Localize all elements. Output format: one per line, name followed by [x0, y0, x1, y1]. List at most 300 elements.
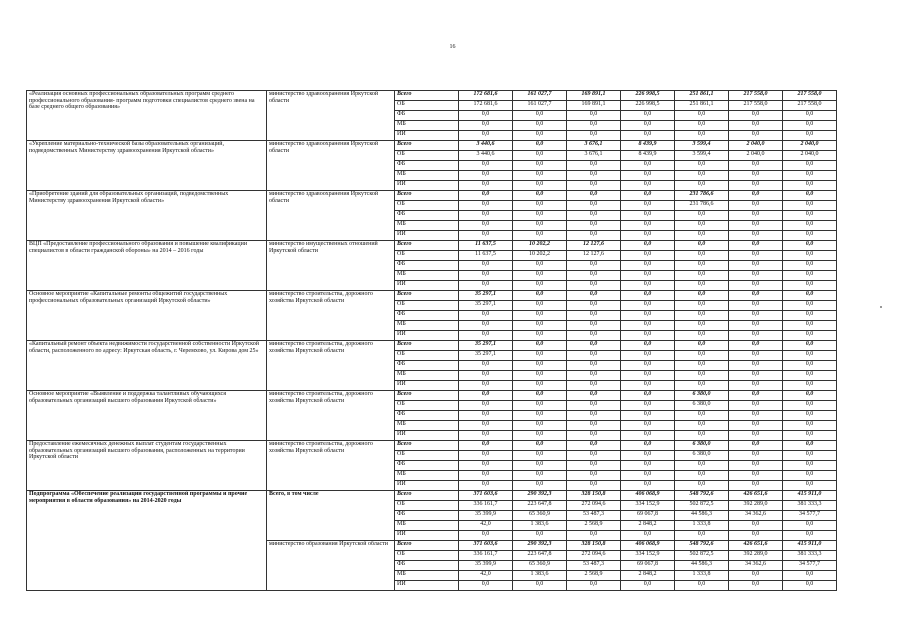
funding-source: ОБ: [395, 201, 459, 211]
responsible-executor: Всего, в том числе: [267, 491, 395, 541]
amount-cell: 35 297,1: [459, 351, 513, 361]
table-row: [27, 91, 837, 101]
amount-cell: 0,0: [621, 121, 675, 131]
amount-cell: 336 161,7: [459, 501, 513, 511]
amount-cell: 0,0: [567, 341, 621, 351]
amount-cell: 0,0: [459, 181, 513, 191]
amount-cell: 0,0: [621, 461, 675, 471]
amount-cell: 0,0: [729, 531, 783, 541]
amount-cell: 0,0: [621, 381, 675, 391]
amount-cell: 44 586,3: [675, 561, 729, 571]
funding-source: Всего: [395, 341, 459, 351]
amount-cell: 0,0: [729, 451, 783, 461]
amount-cell: 0,0: [621, 271, 675, 281]
amount-cell: 169 891,1: [567, 91, 621, 101]
amount-cell: 0,0: [729, 121, 783, 131]
amount-cell: 226 998,5: [621, 101, 675, 111]
amount-cell: 0,0: [729, 431, 783, 441]
responsible-executor: министерство имущественных отношений Иркутской области: [267, 241, 395, 291]
funding-source: ИИ: [395, 331, 459, 341]
funding-source: ФБ: [395, 561, 459, 571]
amount-cell: 0,0: [675, 421, 729, 431]
amount-cell: 0,0: [459, 401, 513, 411]
amount-cell: 35 297,1: [459, 341, 513, 351]
amount-cell: 53 487,3: [567, 511, 621, 521]
amount-cell: 161 027,7: [513, 101, 567, 111]
amount-cell: 0,0: [621, 281, 675, 291]
amount-cell: 223 647,8: [513, 551, 567, 561]
amount-cell: 0,0: [783, 421, 837, 431]
amount-cell: 0,0: [675, 471, 729, 481]
amount-cell: 0,0: [675, 291, 729, 301]
amount-cell: 0,0: [621, 301, 675, 311]
amount-cell: 0,0: [783, 481, 837, 491]
table-row: [27, 141, 837, 151]
amount-cell: 0,0: [675, 121, 729, 131]
amount-cell: 0,0: [621, 131, 675, 141]
amount-cell: 0,0: [675, 221, 729, 231]
funding-source: Всего: [395, 291, 459, 301]
amount-cell: 0,0: [729, 211, 783, 221]
amount-cell: 0,0: [729, 241, 783, 251]
amount-cell: 0,0: [621, 441, 675, 451]
amount-cell: 2 848,2: [621, 521, 675, 531]
funding-source: ИИ: [395, 431, 459, 441]
activity-description: «Реализация основных профессиональных образовательных программ среднего профессионального образования- программ подготовки специалистов среднего звена на базе среднего общего образования»: [27, 91, 267, 141]
amount-cell: 0,0: [783, 221, 837, 231]
amount-cell: 0,0: [675, 351, 729, 361]
funding-source: МБ: [395, 221, 459, 231]
amount-cell: 0,0: [783, 521, 837, 531]
amount-cell: 0,0: [567, 111, 621, 121]
amount-cell: 272 094,6: [567, 501, 621, 511]
amount-cell: 0,0: [783, 571, 837, 581]
amount-cell: 0,0: [567, 581, 621, 591]
amount-cell: 0,0: [567, 421, 621, 431]
amount-cell: 0,0: [459, 361, 513, 371]
amount-cell: 0,0: [783, 281, 837, 291]
amount-cell: 0,0: [567, 361, 621, 371]
amount-cell: 0,0: [783, 341, 837, 351]
amount-cell: 0,0: [675, 361, 729, 371]
amount-cell: 0,0: [513, 481, 567, 491]
amount-cell: 2 040,0: [729, 151, 783, 161]
activity-description: «Капитальный ремонт объекта недвижимости государственной собственности Иркутской области, расположенного по адресу: Иркутская область, г. Черемхово, ул. Кирова дом 25»: [27, 341, 267, 391]
amount-cell: 0,0: [675, 301, 729, 311]
amount-cell: 1 383,6: [513, 521, 567, 531]
responsible-executor: министерство строительства, дорожного хозяйства Иркутской области: [267, 291, 395, 341]
amount-cell: 0,0: [513, 121, 567, 131]
funding-source: ИИ: [395, 381, 459, 391]
amount-cell: 0,0: [459, 451, 513, 461]
amount-cell: 0,0: [567, 471, 621, 481]
amount-cell: 381 333,3: [783, 501, 837, 511]
activity-description: Подпрограмма «Обеспечение реализации государственной программы и прочие мероприятия в области образования» на 2014-2020 годы: [27, 491, 267, 591]
amount-cell: 0,0: [513, 341, 567, 351]
amount-cell: 0,0: [567, 321, 621, 331]
amount-cell: 217 558,0: [783, 101, 837, 111]
amount-cell: 169 891,1: [567, 101, 621, 111]
amount-cell: 69 067,8: [621, 511, 675, 521]
funding-source: ФБ: [395, 511, 459, 521]
amount-cell: 0,0: [729, 131, 783, 141]
amount-cell: 0,0: [783, 271, 837, 281]
amount-cell: 0,0: [729, 221, 783, 231]
amount-cell: 334 152,9: [621, 501, 675, 511]
amount-cell: 0,0: [513, 281, 567, 291]
amount-cell: 0,0: [459, 201, 513, 211]
funding-source: ИИ: [395, 581, 459, 591]
amount-cell: 0,0: [783, 471, 837, 481]
amount-cell: 226 998,5: [621, 91, 675, 101]
amount-cell: 35 399,9: [459, 511, 513, 521]
amount-cell: 0,0: [783, 191, 837, 201]
amount-cell: 415 911,0: [783, 491, 837, 501]
funding-source: ОБ: [395, 501, 459, 511]
amount-cell: 0,0: [621, 371, 675, 381]
table-row: [27, 391, 837, 401]
amount-cell: 2 040,0: [783, 151, 837, 161]
amount-cell: 172 681,6: [459, 91, 513, 101]
amount-cell: 0,0: [621, 471, 675, 481]
funding-source: Всего: [395, 241, 459, 251]
amount-cell: 0,0: [513, 431, 567, 441]
amount-cell: 0,0: [783, 411, 837, 421]
amount-cell: 0,0: [621, 291, 675, 301]
amount-cell: 0,0: [621, 201, 675, 211]
amount-cell: 12 127,6: [567, 251, 621, 261]
amount-cell: 35 297,1: [459, 301, 513, 311]
amount-cell: 0,0: [729, 581, 783, 591]
amount-cell: 0,0: [675, 241, 729, 251]
amount-cell: 11 637,5: [459, 251, 513, 261]
amount-cell: 548 792,6: [675, 541, 729, 551]
amount-cell: 0,0: [459, 411, 513, 421]
amount-cell: 0,0: [729, 171, 783, 181]
amount-cell: 0,0: [513, 311, 567, 321]
amount-cell: 0,0: [675, 481, 729, 491]
funding-source: МБ: [395, 421, 459, 431]
funding-source: МБ: [395, 171, 459, 181]
amount-cell: 0,0: [783, 311, 837, 321]
amount-cell: 0,0: [621, 181, 675, 191]
amount-cell: 0,0: [459, 311, 513, 321]
amount-cell: 172 681,6: [459, 101, 513, 111]
amount-cell: 0,0: [459, 281, 513, 291]
amount-cell: 381 333,3: [783, 551, 837, 561]
amount-cell: 371 603,6: [459, 541, 513, 551]
amount-cell: 0,0: [513, 261, 567, 271]
amount-cell: 0,0: [621, 451, 675, 461]
amount-cell: 0,0: [621, 581, 675, 591]
amount-cell: 0,0: [729, 331, 783, 341]
responsible-executor: министерство строительства, дорожного хозяйства Иркутской области: [267, 341, 395, 391]
amount-cell: 0,0: [783, 381, 837, 391]
amount-cell: 0,0: [783, 301, 837, 311]
amount-cell: 161 027,7: [513, 91, 567, 101]
amount-cell: 0,0: [783, 441, 837, 451]
amount-cell: 0,0: [459, 471, 513, 481]
amount-cell: 0,0: [567, 381, 621, 391]
amount-cell: 8 439,9: [621, 141, 675, 151]
amount-cell: 65 360,9: [513, 561, 567, 571]
amount-cell: 0,0: [621, 431, 675, 441]
amount-cell: 0,0: [621, 311, 675, 321]
amount-cell: 0,0: [513, 471, 567, 481]
amount-cell: 0,0: [567, 261, 621, 271]
amount-cell: 0,0: [621, 261, 675, 271]
activity-description: Предоставление ежемесячных денежных выплат студентам государственных образовательных организаций высшего образования, расположенных на территории Иркутской области: [27, 441, 267, 491]
amount-cell: 0,0: [513, 141, 567, 151]
amount-cell: 0,0: [729, 381, 783, 391]
amount-cell: 0,0: [783, 401, 837, 411]
amount-cell: 0,0: [567, 181, 621, 191]
amount-cell: 0,0: [459, 431, 513, 441]
amount-cell: 0,0: [513, 371, 567, 381]
amount-cell: 0,0: [567, 461, 621, 471]
amount-cell: 502 872,5: [675, 501, 729, 511]
amount-cell: 0,0: [459, 581, 513, 591]
amount-cell: 0,0: [567, 281, 621, 291]
amount-cell: 0,0: [567, 131, 621, 141]
amount-cell: 0,0: [729, 251, 783, 261]
amount-cell: 0,0: [513, 151, 567, 161]
amount-cell: 0,0: [513, 361, 567, 371]
amount-cell: 0,0: [783, 331, 837, 341]
amount-cell: 0,0: [621, 211, 675, 221]
amount-cell: 0,0: [675, 321, 729, 331]
amount-cell: 6 380,0: [675, 391, 729, 401]
funding-source: МБ: [395, 521, 459, 531]
amount-cell: 0,0: [675, 181, 729, 191]
amount-cell: 0,0: [675, 311, 729, 321]
amount-cell: 6 380,0: [675, 401, 729, 411]
amount-cell: 0,0: [513, 191, 567, 201]
amount-cell: 0,0: [459, 481, 513, 491]
amount-cell: 0,0: [783, 581, 837, 591]
amount-cell: 0,0: [675, 161, 729, 171]
amount-cell: 0,0: [513, 211, 567, 221]
amount-cell: 12 127,6: [567, 241, 621, 251]
amount-cell: 0,0: [675, 261, 729, 271]
funding-source: Всего: [395, 141, 459, 151]
amount-cell: 34 577,7: [783, 561, 837, 571]
table-row: [27, 441, 837, 451]
amount-cell: 0,0: [513, 581, 567, 591]
amount-cell: 0,0: [513, 291, 567, 301]
funding-source: ИИ: [395, 531, 459, 541]
amount-cell: 0,0: [513, 331, 567, 341]
amount-cell: 0,0: [675, 171, 729, 181]
amount-cell: 0,0: [513, 411, 567, 421]
amount-cell: 0,0: [621, 421, 675, 431]
amount-cell: 0,0: [621, 231, 675, 241]
funding-source: Всего: [395, 491, 459, 501]
amount-cell: 0,0: [513, 221, 567, 231]
amount-cell: 0,0: [675, 211, 729, 221]
amount-cell: 0,0: [513, 131, 567, 141]
responsible-executor: министерство образования Иркутской области: [267, 541, 395, 591]
page-number: 16: [449, 44, 456, 50]
amount-cell: 0,0: [729, 261, 783, 271]
amount-cell: 6 380,0: [675, 451, 729, 461]
amount-cell: 0,0: [675, 271, 729, 281]
amount-cell: 0,0: [675, 371, 729, 381]
amount-cell: 0,0: [621, 241, 675, 251]
amount-cell: 334 152,9: [621, 551, 675, 561]
amount-cell: 0,0: [513, 201, 567, 211]
amount-cell: 44 586,3: [675, 511, 729, 521]
funding-source: ИИ: [395, 131, 459, 141]
amount-cell: 1 383,6: [513, 571, 567, 581]
amount-cell: 0,0: [621, 481, 675, 491]
amount-cell: 0,0: [621, 171, 675, 181]
amount-cell: 0,0: [513, 231, 567, 241]
amount-cell: 3 676,1: [567, 151, 621, 161]
amount-cell: 0,0: [783, 361, 837, 371]
amount-cell: 217 558,0: [729, 101, 783, 111]
amount-cell: 0,0: [567, 211, 621, 221]
amount-cell: 0,0: [567, 481, 621, 491]
amount-cell: 0,0: [513, 421, 567, 431]
amount-cell: 0,0: [729, 341, 783, 351]
amount-cell: 0,0: [675, 251, 729, 261]
amount-cell: 2 040,0: [729, 141, 783, 151]
amount-cell: 0,0: [567, 191, 621, 201]
funding-source: Всего: [395, 441, 459, 451]
funding-source: ФБ: [395, 161, 459, 171]
amount-cell: 0,0: [513, 531, 567, 541]
amount-cell: 0,0: [729, 201, 783, 211]
amount-cell: 0,0: [783, 111, 837, 121]
amount-cell: 0,0: [675, 531, 729, 541]
amount-cell: 2 568,9: [567, 571, 621, 581]
amount-cell: 231 786,6: [675, 201, 729, 211]
activity-description: «Укрепление материально-технической базы образовательных организаций, подведомственных Министерству здравоохранения Иркутской области»: [27, 141, 267, 191]
table-row: [27, 341, 837, 351]
amount-cell: 0,0: [621, 111, 675, 121]
amount-cell: 6 380,0: [675, 441, 729, 451]
amount-cell: 0,0: [783, 351, 837, 361]
amount-cell: 65 360,9: [513, 511, 567, 521]
amount-cell: 415 911,0: [783, 541, 837, 551]
responsible-executor: министерство строительства, дорожного хозяйства Иркутской области: [267, 391, 395, 441]
responsible-executor: министерство здравоохранения Иркутской области: [267, 91, 395, 141]
funding-source: МБ: [395, 271, 459, 281]
amount-cell: 0,0: [513, 171, 567, 181]
funding-source: ФБ: [395, 111, 459, 121]
funding-source: МБ: [395, 371, 459, 381]
amount-cell: 0,0: [783, 251, 837, 261]
amount-cell: 0,0: [513, 441, 567, 451]
amount-cell: 217 558,0: [783, 91, 837, 101]
amount-cell: 0,0: [459, 171, 513, 181]
amount-cell: 0,0: [783, 161, 837, 171]
amount-cell: 35 297,1: [459, 291, 513, 301]
amount-cell: 0,0: [621, 351, 675, 361]
amount-cell: 10 202,2: [513, 241, 567, 251]
amount-cell: 0,0: [621, 341, 675, 351]
funding-source: ОБ: [395, 351, 459, 361]
amount-cell: 0,0: [675, 341, 729, 351]
amount-cell: 336 161,7: [459, 551, 513, 561]
funding-source: ОБ: [395, 151, 459, 161]
amount-cell: 0,0: [783, 131, 837, 141]
amount-cell: 0,0: [567, 431, 621, 441]
scan-speck: [880, 306, 882, 308]
amount-cell: 0,0: [567, 441, 621, 451]
funding-source: ФБ: [395, 411, 459, 421]
amount-cell: 0,0: [513, 271, 567, 281]
funding-source: Всего: [395, 91, 459, 101]
amount-cell: 0,0: [459, 531, 513, 541]
amount-cell: 251 861,1: [675, 101, 729, 111]
amount-cell: 0,0: [675, 581, 729, 591]
amount-cell: 0,0: [567, 171, 621, 181]
amount-cell: 0,0: [567, 291, 621, 301]
amount-cell: 34 362,6: [729, 561, 783, 571]
amount-cell: 0,0: [567, 311, 621, 321]
amount-cell: 0,0: [567, 271, 621, 281]
amount-cell: 2 040,0: [783, 141, 837, 151]
amount-cell: 290 392,3: [513, 541, 567, 551]
amount-cell: 8 439,9: [621, 151, 675, 161]
amount-cell: 42,0: [459, 571, 513, 581]
funding-source: ОБ: [395, 301, 459, 311]
amount-cell: 0,0: [513, 461, 567, 471]
amount-cell: 0,0: [459, 231, 513, 241]
amount-cell: 3 599,4: [675, 151, 729, 161]
amount-cell: 0,0: [783, 461, 837, 471]
amount-cell: 0,0: [621, 161, 675, 171]
amount-cell: 0,0: [729, 191, 783, 201]
amount-cell: 0,0: [513, 351, 567, 361]
amount-cell: 0,0: [621, 401, 675, 411]
amount-cell: 0,0: [567, 201, 621, 211]
funding-source: МБ: [395, 121, 459, 131]
amount-cell: 0,0: [459, 131, 513, 141]
amount-cell: 328 150,8: [567, 491, 621, 501]
amount-cell: 0,0: [621, 251, 675, 261]
amount-cell: 0,0: [513, 301, 567, 311]
amount-cell: 0,0: [729, 231, 783, 241]
funding-source: ОБ: [395, 451, 459, 461]
amount-cell: 0,0: [621, 191, 675, 201]
amount-cell: 426 651,6: [729, 491, 783, 501]
amount-cell: 3 440,6: [459, 141, 513, 151]
amount-cell: 0,0: [675, 331, 729, 341]
amount-cell: 0,0: [729, 111, 783, 121]
funding-source: ОБ: [395, 401, 459, 411]
amount-cell: 0,0: [459, 421, 513, 431]
table-row: [27, 241, 837, 251]
amount-cell: 0,0: [675, 111, 729, 121]
amount-cell: 0,0: [459, 221, 513, 231]
activity-description: ВЦП «Предоставление профессионального образования и повышение квалификации специалистов в области гражданской обороны» на 2014 – 2016 годы: [27, 241, 267, 291]
amount-cell: 0,0: [783, 121, 837, 131]
funding-source: Всего: [395, 391, 459, 401]
amount-cell: 2 568,9: [567, 521, 621, 531]
amount-cell: 0,0: [459, 441, 513, 451]
amount-cell: 0,0: [729, 401, 783, 411]
amount-cell: 0,0: [567, 231, 621, 241]
amount-cell: 0,0: [729, 361, 783, 371]
amount-cell: 0,0: [783, 201, 837, 211]
funding-table: [26, 90, 837, 591]
amount-cell: 0,0: [513, 401, 567, 411]
amount-cell: 0,0: [567, 221, 621, 231]
amount-cell: 0,0: [729, 271, 783, 281]
